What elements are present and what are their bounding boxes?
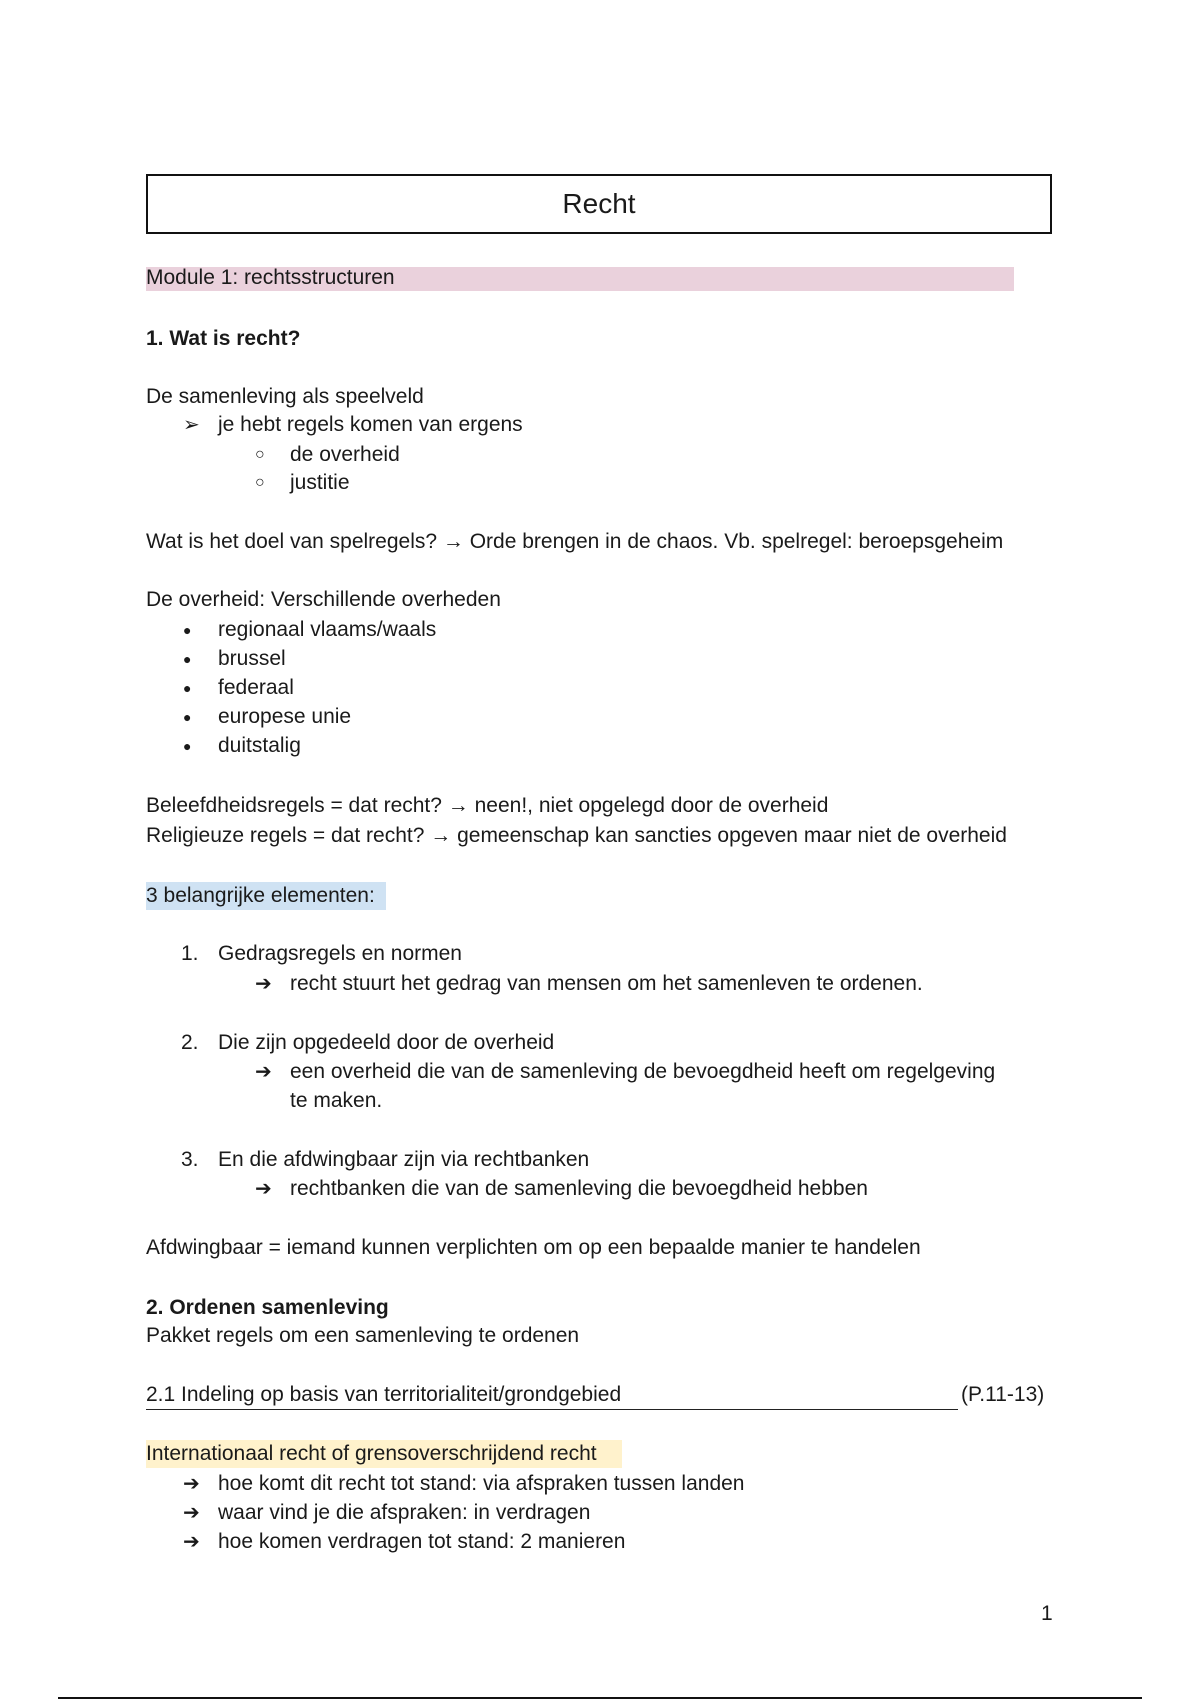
international-item: waar vind je die afspraken: in verdragen xyxy=(218,1501,591,1524)
definition-text: Afdwingbaar = iemand kunnen verplichten om op een bepaalde manier te handelen xyxy=(146,1236,921,1259)
dot-bullet-icon: ● xyxy=(183,709,192,725)
rule-politeness: Beleefdheidsregels = dat recht? → neen!, niet opgelegd door de overheid xyxy=(146,794,829,817)
international-heading: Internationaal recht of grensoverschrijdend recht xyxy=(146,1442,597,1465)
element-text: Gedragsregels en normen xyxy=(218,942,462,965)
government-intro: De overheid: Verschillende overheden xyxy=(146,588,501,611)
element-subtext: een overheid die van de samenleving de bevoegdheid heeft om regelgeving xyxy=(290,1060,996,1083)
element-subtext-continued: te maken. xyxy=(290,1089,383,1112)
elements-heading: 3 belangrijke elementen: xyxy=(146,884,375,907)
international-item: hoe komt dit recht tot stand: via afspraken tussen landen xyxy=(218,1472,745,1495)
page-bottom-rule xyxy=(58,1697,1142,1699)
arrowhead-bullet-icon: ➢ xyxy=(183,414,200,436)
page-title: Recht xyxy=(146,174,1052,234)
element-number: 2. xyxy=(181,1031,199,1054)
rule-religious: Religieuze regels = dat recht? → gemeenschap kan sancties opgeven maar niet de overheid xyxy=(146,824,1007,847)
dot-bullet-icon: ● xyxy=(183,622,192,638)
arrow-bullet-icon: ➔ xyxy=(255,1178,272,1200)
dot-bullet-icon: ● xyxy=(183,680,192,696)
arrow-bullet-icon: ➔ xyxy=(255,973,272,995)
subheading: 2.1 Indeling op basis van territorialiteit/grondgebied xyxy=(146,1383,622,1406)
element-text: Die zijn opgedeeld door de overheid xyxy=(218,1031,555,1054)
element-number: 3. xyxy=(181,1148,199,1171)
module-label: Module 1: rechtsstructuren xyxy=(146,266,395,289)
section-1-heading: 1. Wat is recht? xyxy=(146,327,301,350)
element-subtext: recht stuurt het gedrag van mensen om het samenleven te ordenen. xyxy=(290,972,923,995)
element-number: 1. xyxy=(181,942,199,965)
intro-text: De samenleving als speelveld xyxy=(146,385,424,408)
element-text: En die afdwingbaar zijn via rechtbanken xyxy=(218,1148,590,1171)
arrow-item: je hebt regels komen van ergens xyxy=(218,413,523,436)
page-reference: (P.11-13) xyxy=(961,1383,1045,1406)
element-subtext: rechtbanken die van de samenleving die bevoegdheid hebben xyxy=(290,1177,868,1200)
arrow-bullet-icon: ➔ xyxy=(255,1061,272,1083)
arrow-bullet-icon: ➔ xyxy=(183,1531,200,1553)
sub-item: justitie xyxy=(290,471,350,494)
section-2-heading: 2. Ordenen samenleving xyxy=(146,1296,389,1319)
government-item: regionaal vlaams/waals xyxy=(218,618,437,641)
international-item: hoe komen verdragen tot stand: 2 manieren xyxy=(218,1530,626,1553)
circle-bullet-icon: ○ xyxy=(255,474,265,491)
government-item: europese unie xyxy=(218,705,352,728)
arrow-bullet-icon: ➔ xyxy=(183,1473,200,1495)
government-item: brussel xyxy=(218,647,286,670)
sub-item: de overheid xyxy=(290,443,400,466)
government-item: federaal xyxy=(218,676,294,699)
government-item: duitstalig xyxy=(218,734,301,757)
section-2-subtitle: Pakket regels om een samenleving te ordenen xyxy=(146,1324,580,1347)
circle-bullet-icon: ○ xyxy=(255,446,265,463)
arrow-bullet-icon: ➔ xyxy=(183,1502,200,1524)
page-number: 1 xyxy=(1041,1602,1053,1625)
goal-text: Wat is het doel van spelregels? → Orde brengen in de chaos. Vb. spelregel: beroepsgeheim xyxy=(146,530,1004,553)
dot-bullet-icon: ● xyxy=(183,651,192,667)
dot-bullet-icon: ● xyxy=(183,738,192,754)
